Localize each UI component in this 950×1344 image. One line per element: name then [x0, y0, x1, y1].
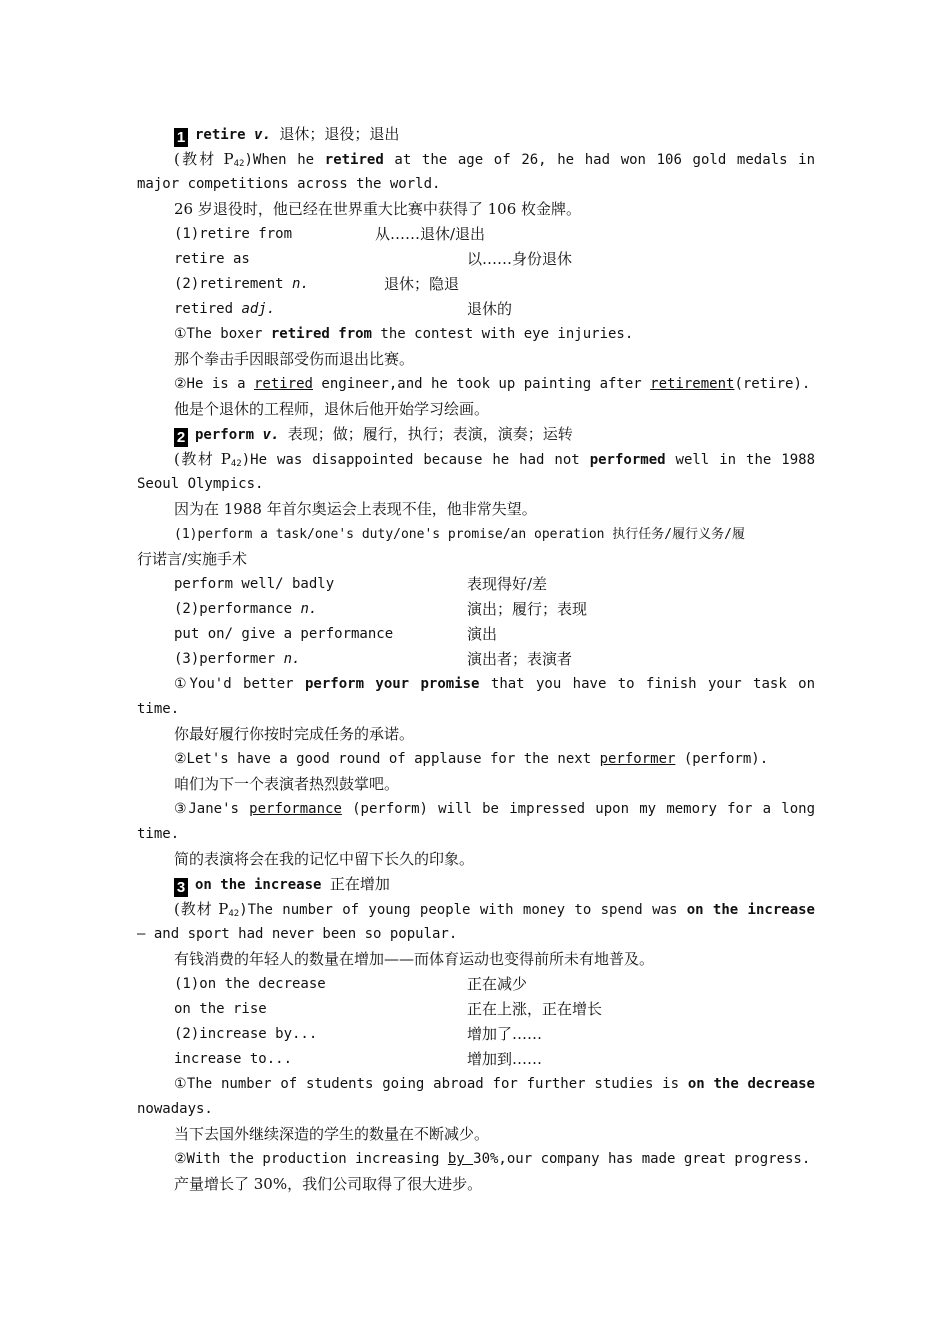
phrase-row: perform well/ badly 表现得好/差 [174, 575, 548, 593]
example-translation: 那个拳击手因眼部受伤而退出比赛。 [174, 350, 415, 368]
headword-meaning: 正在增加 [329, 875, 390, 893]
example-translation: 当下去国外继续深造的学生的数量在不断减少。 [174, 1125, 490, 1143]
example-translation: 因为在 1988 年首尔奥运会上表现不佳，他非常失望。 [174, 500, 537, 518]
phrase-row: retire as 以……身份退休 [174, 250, 573, 268]
part-of-speech: v. [254, 127, 271, 143]
phrase-row: (3)performer n. 演出者；表演者 [174, 650, 573, 668]
example-translation: 产量增长了 30%，我们公司取得了很大进步。 [174, 1175, 483, 1193]
example-sentence: ①The number of students going abroad for further studies is on the decrease [174, 1076, 815, 1092]
phrase-row: on the rise 正在上涨，正在增长 [174, 1000, 603, 1018]
headword-meaning: 表现；做；履行，执行；表演，演奏；运转 [287, 425, 573, 443]
document-body [137, 122, 815, 1197]
phrase-row: (2)increase by... 增加了…… [174, 1025, 543, 1043]
example-translation: 26 岁退役时，他已经在世界重大比赛中获得了 106 枚金牌。 [174, 200, 582, 218]
phrase-row: (2)performance n. 演出；履行；表现 [174, 600, 588, 618]
phrase-row: (2)retirement n. 退休；隐退 [174, 275, 460, 293]
section-2-heading [137, 422, 815, 447]
example-sentence-cont: nowadays. [137, 1101, 213, 1117]
example-sentence: ②With the production increasing by 30%,our company has made great progress. [174, 1151, 811, 1167]
example-translation: 他是个退休的工程师，退休后他开始学习绘画。 [174, 400, 490, 418]
example-translation: 简的表演将会在我的记忆中留下长久的印象。 [174, 850, 475, 868]
headword: perform [195, 427, 255, 443]
textbook-example-cont: Seoul Olympics. [137, 476, 264, 492]
section-number: 2 [174, 428, 188, 447]
phrase-row: (1)retire from 从……退休/退出 [174, 225, 486, 243]
example-translation: 你最好履行你按时完成任务的承诺。 [174, 725, 415, 743]
phrase-row: increase to... 增加到…… [174, 1050, 543, 1068]
example-sentence: ①You'd better perform your promise that you have to finish your task on [174, 676, 815, 692]
phrase-row: put on/ give a performance 演出 [174, 625, 498, 643]
example-sentence-cont: time. [137, 826, 180, 842]
headword-meaning: 退休；退役；退出 [279, 125, 400, 143]
example-sentence: ②He is a retired engineer,and he took up painting after retirement(retire). [174, 376, 811, 392]
example-sentence-cont: time. [137, 701, 180, 717]
part-of-speech: v. [262, 427, 280, 443]
phrase-row: retired adj. 退休的 [174, 300, 513, 318]
textbook-example: (教材 $P_{42})When$ he retired at the age of 26, he had won 106 gold medals in [174, 150, 815, 169]
phrase-row-cont: 行诺言/实施手术 [137, 550, 248, 568]
example-sentence: ③Jane's performance (perform) will be impressed upon my memory for a long [174, 801, 815, 817]
textbook-example: (教材 $P_{42})He$ was disappointed because he had not performed well in the 1988 [174, 450, 815, 469]
section-1-heading [137, 122, 815, 147]
example-sentence: ②Let's have a good round of applause for the next performer (perform). [174, 751, 769, 767]
phrase-row: (1)on the decrease 正在减少 [174, 975, 528, 993]
section-3-heading [137, 872, 815, 897]
section-number: 3 [174, 878, 188, 897]
phrase-row: (1)perform a task/one's duty/one's promise/an operation 执行任务/履行义务/履 [174, 527, 745, 542]
textbook-example-cont: — and sport had never been so popular. [137, 926, 458, 942]
textbook-example-cont: major competitions across the world. [137, 176, 441, 192]
example-sentence: ①The boxer retired from the contest with eye injuries. [174, 326, 634, 342]
headword: retire [195, 127, 246, 143]
example-translation: 有钱消费的年轻人的数量在增加——而体育运动也变得前所未有地普及。 [174, 950, 655, 968]
headword: on the increase [195, 877, 322, 893]
section-number: 1 [174, 128, 188, 147]
example-translation: 咱们为下一个表演者热烈鼓掌吧。 [174, 775, 400, 793]
textbook-example: (教材 $P_{42})The$ number of young people with money to spend was on the increase [174, 900, 815, 919]
